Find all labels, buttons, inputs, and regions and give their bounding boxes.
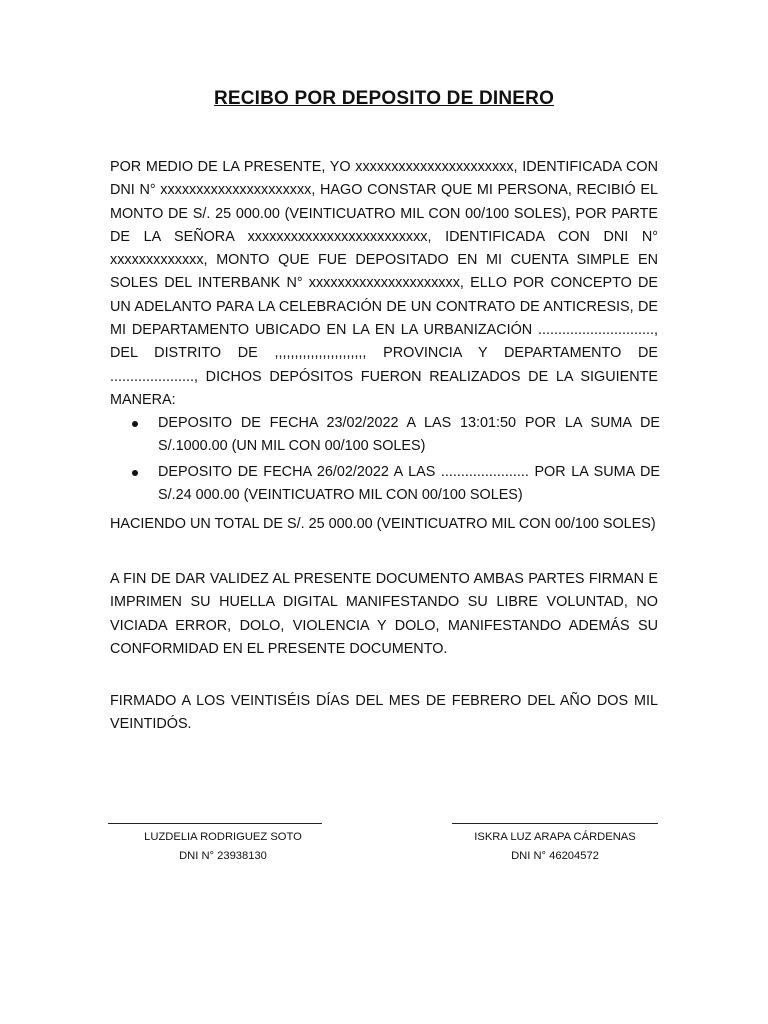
signed-date-paragraph: FIRMADO A LOS VEINTISÉIS DÍAS DEL MES DE FEBRERO DEL AÑO DOS MIL VEINTIDÓS. [110, 693, 658, 733]
deposit-item-text: DEPOSITO DE FECHA 23/02/2022 A LAS 13:01:50 POR LA SUMA DE S/.1000.00 (UN MIL CON 00/100 SOLES) [158, 415, 660, 455]
document-title: RECIBO POR DEPOSITO DE DINERO [213, 88, 555, 109]
deposit-list [132, 412, 660, 509]
list-item [132, 461, 660, 508]
signer-name: LUZDELIA RODRIGUEZ SOTO [144, 831, 302, 843]
signature-line [452, 823, 658, 824]
signature-block-right [440, 823, 670, 866]
bullet-icon [132, 470, 138, 476]
list-item [132, 412, 660, 459]
validity-paragraph: A FIN DE DAR VALIDEZ AL PRESENTE DOCUMENTO AMBAS PARTES FIRMAN E IMPRIMEN SU HUELLA DIGITAL MANIFESTANDO SU LIBRE VOLUNTAD, NO VICIADA ERROR, DOLO, VIOLENCIA Y DOLO, MANIFESTANDO ADEMÁS SU CONFORMIDAD EN EL PRESENTE DOCUMENTO. [110, 571, 658, 657]
signature-block-left [108, 823, 338, 866]
intro-paragraph: POR MEDIO DE LA PRESENTE, YO xxxxxxxxxxxxxxxxxxxxxx, IDENTIFICADA CON DNI N° xxxxxxxxxxxxxxxxxxxxx, HAGO CONSTAR QUE MI PERSONA, RECIBIÓ EL MONTO DE S/. 25 000.00 (VEINTICUATRO MIL CON 00/100 SOLES), POR PARTE DE LA SEÑORA xxxxxxxxxxxxxxxxxxxxxxxxx, IDENTIFICADA CON DNI N° xxxxxxxxxxxxx, MONTO QUE FUE DEPOSITADO EN MI CUENTA SIMPLE EN SOLES DEL INTERBANK N° xxxxxxxxxxxxxxxxxxxxx, ELLO POR CONCEPTO DE UN ADELANTO PARA LA CELEBRACIÓN DE UN CONTRATO DE ANTICRESIS, DE MI DEPARTAMENTO UBICADO EN LA EN LA URBANIZACIÓN ............................., DEL DISTRITO DE ,,,,,,,,,,,,,,,,,,,,,,, PROVINCIA Y DEPARTAMENTO DE ....................., DICHOS DEPÓSITOS FUERON REALIZADOS DE LA SIGUIENTE MANERA: [110, 159, 658, 408]
total-paragraph: HACIENDO UN TOTAL DE S/. 25 000.00 (VEINTICUATRO MIL CON 00/100 SOLES) [110, 516, 656, 532]
deposit-item-text: DEPOSITO DE FECHA 26/02/2022 A LAS ...................... POR LA SUMA DE S/.24 000.00 (VEINTICUATRO MIL CON 00/100 SOLES) [158, 463, 660, 503]
signer-dni: DNI N° 46204572 [511, 850, 599, 862]
bullet-icon [132, 421, 138, 427]
signer-dni: DNI N° 23938130 [179, 850, 267, 862]
signer-name: ISKRA LUZ ARAPA CÁRDENAS [474, 831, 636, 843]
signature-line [108, 823, 322, 824]
